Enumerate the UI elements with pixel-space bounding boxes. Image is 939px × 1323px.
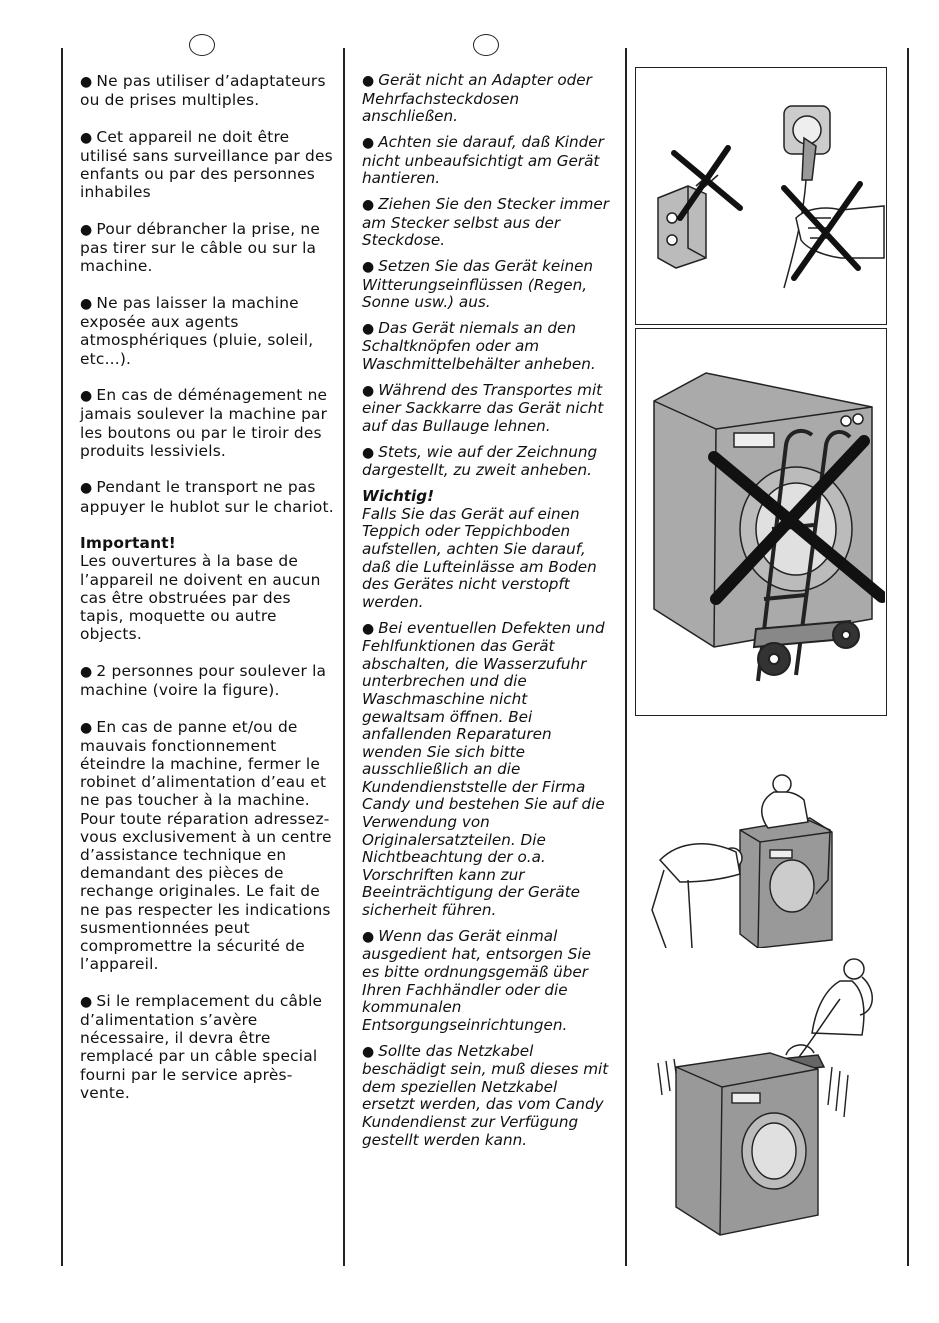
left-border-rule bbox=[61, 48, 63, 1266]
german-paragraph bbox=[362, 196, 612, 250]
german-paragraph bbox=[362, 444, 612, 480]
bullet-icon: ● bbox=[80, 296, 93, 312]
plug-warning-drawing bbox=[636, 68, 885, 323]
bullet-icon: ● bbox=[362, 320, 375, 337]
paragraph-text: Während des Transportes mit einer Sackkarre das Gerät nicht auf das Bullauge lehnen. bbox=[362, 380, 604, 436]
german-paragraph bbox=[362, 258, 612, 312]
paragraph-text: Pour débrancher la prise, ne pas tirer sur le câble ou sur la machine. bbox=[80, 220, 321, 276]
french-paragraph bbox=[80, 386, 336, 460]
french-paragraph bbox=[80, 128, 336, 202]
german-paragraph bbox=[362, 382, 612, 436]
french-paragraph bbox=[80, 992, 336, 1102]
paragraph-text: Sollte das Netzkabel beschädigt sein, muß dieses mit dem speziellen Netzkabel ersetzt werden, das vom Candy Kundendienst zur Verfügung gestellt werden kann. bbox=[362, 1041, 609, 1149]
person-lifting-icon bbox=[652, 844, 742, 948]
french-paragraph bbox=[80, 220, 336, 276]
paragraph-text: En cas de déménagement ne jamais soulever la machine par les boutons ou par le tiroir des produits lessiviels. bbox=[80, 386, 328, 460]
washing-machine-icon bbox=[654, 373, 872, 647]
paragraph-text: Ne pas utiliser d’adaptateurs ou de prises multiples. bbox=[80, 72, 326, 110]
column-divider-rule bbox=[625, 48, 627, 1266]
right-border-rule bbox=[907, 48, 909, 1266]
bullet-icon: ● bbox=[80, 222, 93, 238]
bullet-icon: ● bbox=[80, 719, 93, 736]
french-text-column bbox=[80, 72, 336, 1120]
cross-icon bbox=[674, 148, 740, 218]
hand-truck-warning-illustration bbox=[635, 328, 887, 716]
german-paragraph bbox=[362, 72, 612, 126]
paragraph-text: Cet appareil ne doit être utilisé sans surveillance par des enfants ou par des personnes inhabiles bbox=[80, 127, 333, 202]
bullet-icon: ● bbox=[80, 129, 93, 146]
bullet-icon: ● bbox=[362, 444, 375, 461]
noise-disturbance-drawing bbox=[640, 955, 886, 1240]
bullet-icon: ● bbox=[362, 134, 375, 151]
bullet-icon: ● bbox=[362, 1043, 375, 1060]
washing-machine-icon bbox=[676, 1053, 818, 1235]
wall-socket-icon bbox=[784, 106, 830, 180]
german-paragraph bbox=[362, 1043, 612, 1150]
important-text: Les ouvertures à la base de l’appareil ne doivent en aucun cas être obstruées par des tapis, moquette ou autre objects. bbox=[80, 552, 321, 644]
paragraph-text: Ziehen Sie den Stecker immer am Stecker selbst aus der Steckdose. bbox=[362, 194, 609, 250]
two-person-lift-drawing bbox=[640, 770, 886, 948]
important-text: Falls Sie das Gerät auf einen Teppich oder Teppichboden aufstellen, achten Sie darauf, daß die Lufteinlässe am Boden des Gerätes nicht verstopft werden. bbox=[362, 504, 597, 611]
german-paragraph bbox=[362, 134, 612, 188]
paragraph-text: 2 personnes pour soulever la machine (voire la figure). bbox=[80, 661, 327, 700]
paragraph-text: Pendant le transport ne pas appuyer le hublot sur le chariot. bbox=[80, 478, 334, 516]
german-important-note bbox=[362, 488, 612, 611]
hand-truck-drawing bbox=[636, 329, 885, 714]
bullet-icon: ● bbox=[80, 480, 93, 497]
bullet-icon: ● bbox=[362, 620, 375, 637]
german-paragraph bbox=[362, 928, 612, 1035]
bullet-icon: ● bbox=[80, 993, 93, 1010]
bullet-icon: ● bbox=[80, 388, 93, 405]
plug-warning-illustration bbox=[635, 67, 887, 325]
paragraph-text: Si le remplacement du câble d’alimentation s’avère nécessaire, il devra être remplacé par un câble special fourni par le service après-vente. bbox=[80, 991, 323, 1102]
german-paragraph bbox=[362, 320, 612, 374]
adapter-plug-icon bbox=[658, 172, 718, 268]
german-paragraph bbox=[362, 620, 612, 920]
bullet-icon: ● bbox=[362, 258, 375, 275]
two-person-lift-illustration bbox=[640, 770, 886, 948]
french-paragraph bbox=[80, 718, 336, 974]
bullet-icon: ● bbox=[362, 73, 375, 89]
french-paragraph bbox=[80, 662, 336, 699]
french-paragraph bbox=[80, 294, 336, 368]
french-paragraph bbox=[80, 478, 336, 515]
paragraph-text: En cas de panne et/ou de mauvais fonctionnement éteindre la machine, fermer le robinet d’alimentation d’eau et ne pas toucher à la machine. Pour toute réparation adressez-vous exclusivement à un centre d’assistance technique en demandant des pièces de rechange originales. Le fait de ne pas respecter les indications susmentionnées peut compromettre la sécurité de l’appareil. bbox=[80, 717, 332, 974]
paragraph-text: Bei eventuellen Defekten und Fehlfunktionen das Gerät abschalten, die Wasserzufuhr unterbrechen und die Waschmaschine nicht gewaltsam öffnen. Bei anfallenden Reparaturen wenden Sie sich bitte ausschließlich an die Kundendienststelle der Firma Candy und bestehen Sie auf die Verwendung von Originalersatzteilen. Die Nichtbeachtung der o.a. Vorschriften kann zur Beeinträchtigung der Geräte sicherheit führen. bbox=[362, 618, 605, 920]
important-heading: Important! bbox=[80, 534, 177, 553]
bullet-icon: ● bbox=[362, 382, 375, 399]
paragraph-text: Ne pas laisser la machine exposée aux agents atmosphériques (pluie, soleil, etc...). bbox=[80, 294, 314, 368]
washing-machine-icon bbox=[740, 818, 832, 948]
french-paragraph bbox=[80, 72, 336, 109]
paragraph-text: Achten sie darauf, daß Kinder nicht unbeaufsichtigt am Gerät hantieren. bbox=[362, 132, 604, 188]
paragraph-text: Setzen Sie das Gerät keinen Witterungseinflüssen (Regen, Sonne usw.) aus. bbox=[362, 256, 594, 312]
paragraph-text: Das Gerät niemals an den Schaltknöpfen oder am Waschmittelbehälter anheben. bbox=[362, 318, 596, 374]
french-important-note bbox=[80, 534, 336, 643]
german-text-column bbox=[362, 72, 612, 1157]
paragraph-text: Stets, wie auf der Zeichnung dargestellt, zu zweit anheben. bbox=[362, 442, 598, 480]
bullet-icon: ● bbox=[362, 196, 375, 213]
column-divider-rule bbox=[343, 48, 345, 1266]
bullet-icon: ● bbox=[80, 74, 93, 90]
bullet-icon: ● bbox=[362, 928, 375, 945]
french-language-marker-circle bbox=[189, 34, 215, 56]
important-heading: Wichtig! bbox=[362, 487, 435, 506]
paragraph-text: Wenn das Gerät einmal ausgedient hat, entsorgen Sie es bitte ordnungsgemäß über Ihren Fachhändler oder die kommunalen Entsorgungseinrichtungen. bbox=[362, 926, 591, 1034]
paragraph-text: Gerät nicht an Adapter oder Mehrfachsteckdosen anschließen. bbox=[362, 71, 592, 126]
noise-disturbance-illustration bbox=[640, 955, 886, 1240]
bullet-icon: ● bbox=[80, 663, 93, 680]
german-language-marker-circle bbox=[473, 34, 499, 56]
